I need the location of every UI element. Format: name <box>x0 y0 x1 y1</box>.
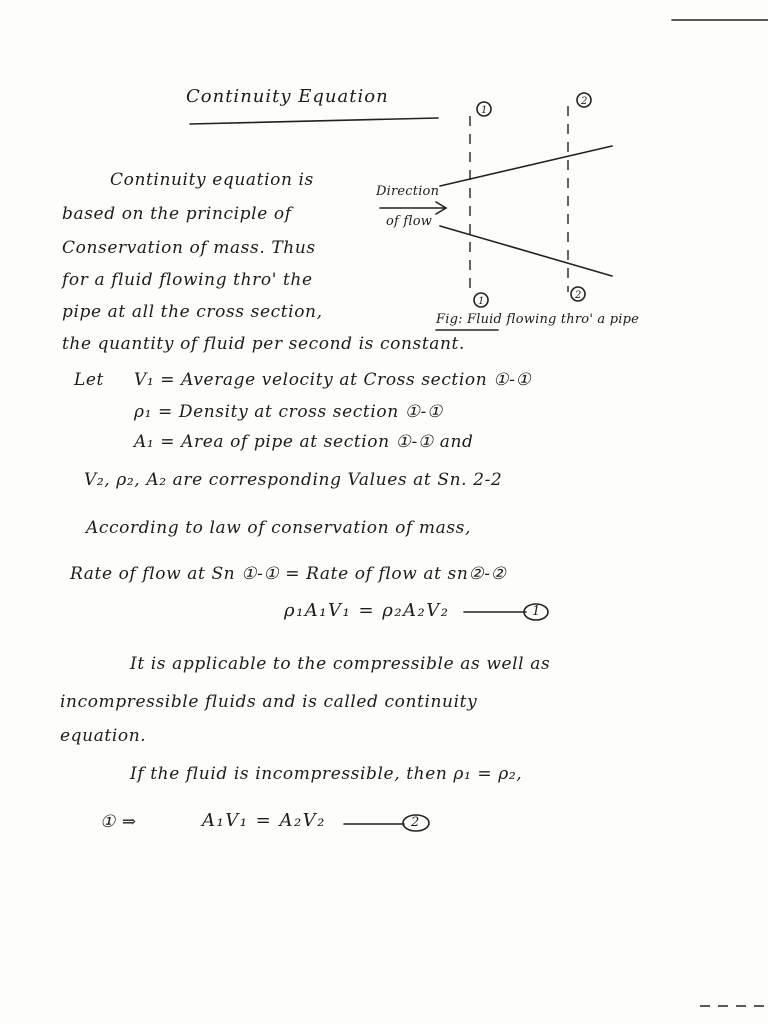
law-statement: According to law of conservation of mass, <box>86 518 472 538</box>
intro-line-5: pipe at all the cross section, <box>62 302 323 322</box>
page-title: Continuity Equation <box>186 86 389 107</box>
definition-v1: V₁ = Average velocity at Cross section ①-① <box>134 370 532 390</box>
applicable-line-2: incompressible fluids and is called continuity <box>60 692 478 712</box>
intro-line-6: the quantity of fluid per second is constant. <box>62 334 465 354</box>
pipe-upper-wall <box>440 146 612 186</box>
title-underline <box>190 118 438 124</box>
equation-1: ρ₁A₁V₁ = ρ₂A₂V₂ <box>284 600 450 621</box>
direction-label-line2: of flow <box>386 214 433 229</box>
intro-line-1: Continuity equation is <box>110 170 314 190</box>
definition-a1: A₁ = Area of pipe at section ①-① and <box>134 432 474 452</box>
figure-caption: Fig: Fluid flowing thro' a pipe <box>436 312 640 327</box>
intro-line-3: Conservation of mass. Thus <box>62 238 316 258</box>
pipe-lower-wall <box>440 226 612 276</box>
definition-v2: V₂, ρ₂, A₂ are corresponding Values at Sn. 2-2 <box>84 470 503 490</box>
applicable-line-3: equation. <box>60 726 147 746</box>
section-2-bottom-label: 2 <box>575 290 582 301</box>
equation-2: A₁V₁ = A₂V₂ <box>202 810 326 831</box>
section-2-top-label: 2 <box>581 96 588 107</box>
intro-line-4: for a fluid flowing thro' the <box>62 270 313 290</box>
incompressible-statement: If the fluid is incompressible, then ρ₁ = ρ₂, <box>130 764 523 784</box>
rate-of-flow-statement: Rate of flow at Sn ①-① = Rate of flow at sn②-② <box>70 564 507 584</box>
direction-label-line1: Direction <box>376 184 440 199</box>
equation-2-tag: 2 <box>411 815 420 830</box>
intro-line-2: based on the principle of <box>62 204 292 224</box>
section-1-bottom-label: 1 <box>478 296 485 307</box>
definition-rho1: ρ₁ = Density at cross section ①-① <box>134 402 443 422</box>
section-1-top-label: 1 <box>481 105 488 116</box>
let-label: Let <box>74 370 104 390</box>
implies-label: ① ⇒ <box>100 812 137 832</box>
equation-1-tag: 1 <box>532 604 541 619</box>
applicable-line-1: It is applicable to the compressible as well as <box>130 654 551 674</box>
